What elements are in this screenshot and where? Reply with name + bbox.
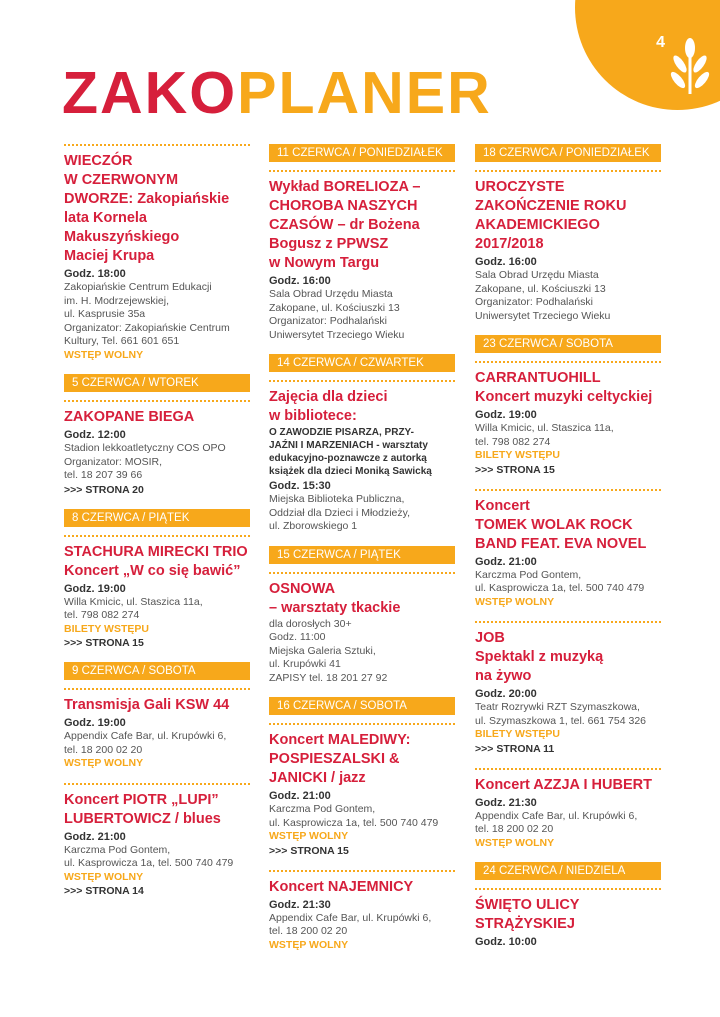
event-title-line: 2017/2018 xyxy=(475,236,544,252)
event-place xyxy=(475,269,661,323)
event-title-line: STACHURA MIRECKI TRIO xyxy=(64,543,248,560)
event-title-line: POSPIESZALSKI & xyxy=(269,751,400,767)
event-ticket: WSTĘP WOLNY xyxy=(64,757,144,769)
event-ticket: BILETY WSTĘPU xyxy=(475,449,560,461)
event-title xyxy=(64,791,250,829)
column-2 xyxy=(269,144,455,964)
event-time: Godz. 19:00 xyxy=(64,582,126,595)
event-place-line: Zakopane, ul. Kościuszki 13 xyxy=(475,282,606,295)
event-item xyxy=(269,731,455,858)
event-item xyxy=(269,178,455,342)
event-time: Godz. 20:00 xyxy=(475,688,537,700)
event-title-line: DWORZE: Zakopiańskie xyxy=(64,191,230,207)
event-place xyxy=(64,844,250,871)
event-place xyxy=(64,281,250,349)
event-place-line: Appendix Cafe Bar, ul. Krupówki 6, xyxy=(64,730,227,742)
event-ticket: WSTĘP WOLNY xyxy=(64,348,144,361)
dotted-divider xyxy=(475,621,661,623)
event-place-line: Miejska Biblioteka Publiczna, xyxy=(269,493,405,505)
event-ticket: BILETY WSTĘPU xyxy=(64,622,149,635)
event-time: Godz. 16:00 xyxy=(269,275,331,287)
event-title xyxy=(64,696,250,715)
dotted-divider xyxy=(475,768,661,770)
date-header: 9 CZERWCA / SOBOTA xyxy=(64,662,250,680)
event-time: Godz. 16:00 xyxy=(475,256,537,268)
event-title xyxy=(269,580,455,618)
event-place-line: ul. Szymaszkowa 1, tel. 661 754 326 xyxy=(475,714,647,727)
event-page-ref: >>> STRONA 14 xyxy=(64,885,144,897)
event-place-line: Sala Obrad Urzędu Miasta xyxy=(269,288,393,300)
event-place-line: ul. Kasprusie 35a xyxy=(64,308,146,320)
event-place-line: Sala Obrad Urzędu Miasta xyxy=(475,269,599,281)
event-ticket: WSTĘP WOLNY xyxy=(269,830,349,842)
event-time: Godz. 19:00 xyxy=(475,409,537,421)
event-place-line: Organizator: Zakopiańskie Centrum xyxy=(64,321,230,334)
event-title-line: JANICKI / jazz xyxy=(269,770,366,786)
date-header: 8 CZERWCA / PIĄTEK xyxy=(64,509,250,527)
event-place-line: Kultury, Tel. 661 601 651 xyxy=(64,335,180,347)
event-item xyxy=(269,388,455,534)
event-title xyxy=(475,497,661,554)
event-time: Godz. 18:00 xyxy=(64,268,126,280)
event-description-line: JAŹNI I MARZENIACH - warsztaty xyxy=(269,440,428,451)
event-place xyxy=(64,596,250,623)
column-1 xyxy=(64,144,250,910)
event-place-line: ul. Kasprowicza 1a, tel. 500 740 479 xyxy=(269,816,439,829)
event-title-line: UROCZYSTE xyxy=(475,179,565,195)
event-place-line: Willa Kmicic, ul. Staszica 11a, xyxy=(64,595,203,608)
event-title-line: ZAKOPANE BIEGA xyxy=(64,409,195,425)
event-title-line: WIECZÓR xyxy=(64,153,133,169)
event-place-line: ul. Kasprowicza 1a, tel. 500 740 479 xyxy=(64,857,234,869)
event-title xyxy=(475,629,661,686)
event-title xyxy=(269,878,455,897)
event-title-line: Koncert xyxy=(475,497,530,514)
event-place xyxy=(269,618,455,686)
event-title xyxy=(475,896,661,934)
event-place-line: Zakopiańskie Centrum Edukacji xyxy=(64,281,212,293)
dotted-divider xyxy=(475,170,661,172)
event-title-line: Koncert PIOTR „LUPI” xyxy=(64,791,219,808)
event-place-line: tel. 18 200 02 20 xyxy=(64,743,143,756)
event-time: Godz. 12:00 xyxy=(64,429,126,441)
event-title xyxy=(475,776,661,795)
event-place-line: tel. 18 200 02 20 xyxy=(269,925,348,937)
event-place-line: Appendix Cafe Bar, ul. Krupówki 6, xyxy=(475,809,638,822)
event-item xyxy=(475,178,661,323)
event-title xyxy=(269,731,455,788)
event-item xyxy=(475,369,661,477)
event-title xyxy=(64,543,250,581)
event-title-line: Wykład BORELIOZA – xyxy=(269,179,421,195)
dotted-divider xyxy=(269,572,455,574)
event-title-line: Koncert MALEDIWY: xyxy=(269,732,411,748)
dotted-divider xyxy=(64,535,250,537)
event-place-line: Uniwersytet Trzeciego Wieku xyxy=(269,328,405,341)
event-title-line: Koncert muzyki celtyckiej xyxy=(475,389,653,405)
logo-planer: PLANER xyxy=(237,60,492,126)
event-title xyxy=(475,178,661,254)
event-ticket: BILETY WSTĘPU xyxy=(475,728,560,740)
event-item xyxy=(64,696,250,771)
dotted-divider xyxy=(475,888,661,890)
page-number: 4 xyxy=(656,34,665,51)
date-header: 18 CZERWCA / PONIEDZIAŁEK xyxy=(475,144,661,162)
event-title xyxy=(269,178,455,273)
event-page-ref: >>> STRONA 15 xyxy=(475,463,555,476)
event-place-line: ZAPISY tel. 18 201 27 92 xyxy=(269,671,388,684)
event-title-line: – warsztaty tkackie xyxy=(269,599,401,616)
event-time: Godz. 21:00 xyxy=(269,790,331,802)
event-title-line: JOB xyxy=(475,630,505,646)
event-description-line: edukacyjno-poznawcze z autorką xyxy=(269,453,427,464)
event-time: Godz. 21:30 xyxy=(475,796,537,809)
event-time: Godz. 19:00 xyxy=(64,717,126,729)
event-title-line: OSNOWA xyxy=(269,580,336,597)
event-place-line: Zakopane, ul. Kościuszki 13 xyxy=(269,301,400,314)
event-place-line: Karczma Pod Gontem, xyxy=(64,843,171,856)
event-title-line: lata Kornela xyxy=(64,210,147,226)
event-title-line: AKADEMICKIEGO xyxy=(475,217,600,233)
event-ticket: WSTĘP WOLNY xyxy=(475,836,555,849)
dotted-divider xyxy=(64,783,250,785)
dotted-divider xyxy=(475,489,661,491)
date-header: 11 CZERWCA / PONIEDZIAŁEK xyxy=(269,144,455,162)
event-place-line: Karczma Pod Gontem, xyxy=(269,803,376,815)
date-header: 5 CZERWCA / WTOREK xyxy=(64,374,250,392)
event-place xyxy=(475,569,661,596)
dotted-divider xyxy=(64,688,250,690)
event-place xyxy=(64,442,250,483)
event-title-line: LUBERTOWICZ / blues xyxy=(64,810,221,827)
event-place xyxy=(269,288,455,342)
event-item xyxy=(475,629,661,756)
event-item xyxy=(64,408,250,497)
event-description-line: O ZAWODZIE PISARZA, PRZY- xyxy=(269,427,415,438)
event-place-line: Godz. 11:00 xyxy=(269,631,326,643)
event-title-line: ŚWIĘTO ULICY xyxy=(475,897,580,913)
event-place-line: ul. Kasprowicza 1a, tel. 500 740 479 xyxy=(475,582,645,594)
event-title-line: Zajęcia dla dzieci xyxy=(269,389,388,405)
event-place-line: Teatr Rozrywki RZT Szymaszkowa, xyxy=(475,701,640,713)
event-title-line: TOMEK WOLAK ROCK xyxy=(475,516,633,533)
event-place-line: Karczma Pod Gontem, xyxy=(475,568,582,581)
event-title-line: CARRANTUOHILL xyxy=(475,370,601,386)
event-place-line: ul. Krupówki 41 xyxy=(269,658,341,670)
event-time: Godz. 10:00 xyxy=(475,936,537,948)
event-item xyxy=(64,543,250,651)
wheat-icon xyxy=(664,36,716,96)
dotted-divider xyxy=(269,870,455,872)
event-time: Godz. 15:30 xyxy=(269,480,331,492)
event-item xyxy=(269,580,455,686)
event-place-line: tel. 18 207 39 66 xyxy=(64,469,143,481)
event-item xyxy=(64,791,250,899)
date-header: 16 CZERWCA / SOBOTA xyxy=(269,697,455,715)
event-title-line: Maciej Krupa xyxy=(64,248,155,264)
event-place-line: Willa Kmicic, ul. Staszica 11a, xyxy=(475,422,614,434)
event-place-line: ul. Zborowskiego 1 xyxy=(269,520,358,532)
event-place-line: Organizator: Podhalański xyxy=(269,315,387,327)
date-header: 24 CZERWCA / NIEDZIELA xyxy=(475,862,661,880)
event-title-line: w Nowym Targu xyxy=(269,255,380,271)
event-page-ref: >>> STRONA 11 xyxy=(475,742,555,755)
event-item xyxy=(269,878,455,953)
event-title-line: W CZERWONYM xyxy=(64,172,179,188)
event-title-line: w bibliotece: xyxy=(269,408,357,424)
dotted-divider xyxy=(269,170,455,172)
zakoplaner-logo xyxy=(62,60,492,126)
event-time: Godz. 21:00 xyxy=(475,555,537,568)
event-place-line: Miejska Galeria Sztuki, xyxy=(269,644,376,657)
event-item xyxy=(475,896,661,949)
event-time: Godz. 21:00 xyxy=(64,830,126,843)
event-place xyxy=(475,810,661,837)
event-item xyxy=(475,497,661,610)
dotted-divider xyxy=(64,144,250,146)
event-place-line: tel. 18 200 02 20 xyxy=(475,823,554,835)
event-title-line: Bogusz z PPWSZ xyxy=(269,236,389,252)
event-place-line: tel. 798 082 274 xyxy=(475,435,551,448)
event-title-line: na żywo xyxy=(475,668,532,684)
event-place-line: Stadion lekkoatletyczny COS OPO xyxy=(64,442,226,454)
event-ticket: WSTĘP WOLNY xyxy=(64,870,144,883)
event-place xyxy=(269,912,455,939)
event-title xyxy=(64,152,250,266)
event-place-line: im. H. Modrzejewskiej, xyxy=(64,294,170,307)
event-title-line: Spektakl z muzyką xyxy=(475,649,604,665)
dotted-divider xyxy=(475,361,661,363)
event-page-ref: >>> STRONA 20 xyxy=(64,483,144,496)
event-title xyxy=(64,408,250,427)
event-place-line: tel. 798 082 274 xyxy=(64,609,140,621)
event-description xyxy=(269,426,455,478)
event-place xyxy=(64,730,250,757)
event-place xyxy=(269,493,455,534)
dotted-divider xyxy=(269,723,455,725)
event-place xyxy=(269,803,455,830)
event-title-line: BAND FEAT. EVA NOVEL xyxy=(475,535,647,552)
column-3 xyxy=(475,144,661,961)
event-place xyxy=(475,701,661,728)
event-title-line: Koncert AZZJA I HUBERT xyxy=(475,776,652,793)
dotted-divider xyxy=(64,400,250,402)
event-ticket: WSTĘP WOLNY xyxy=(269,938,349,951)
date-header: 14 CZERWCA / CZWARTEK xyxy=(269,354,455,372)
dotted-divider xyxy=(269,380,455,382)
event-page-ref: >>> STRONA 15 xyxy=(269,844,349,857)
event-title-line: ZAKOŃCZENIE ROKU xyxy=(475,198,627,214)
event-title-line: Koncert NAJEMNICY xyxy=(269,878,414,895)
event-ticket: WSTĘP WOLNY xyxy=(475,595,555,608)
event-place-line: Uniwersytet Trzeciego Wieku xyxy=(475,309,611,322)
event-page-ref: >>> STRONA 15 xyxy=(64,637,144,649)
event-title xyxy=(269,388,455,426)
event-item xyxy=(64,152,250,362)
event-title xyxy=(475,369,661,407)
event-place-line: Appendix Cafe Bar, ul. Krupówki 6, xyxy=(269,911,432,924)
date-header: 15 CZERWCA / PIĄTEK xyxy=(269,546,455,564)
event-place xyxy=(475,422,661,449)
event-item xyxy=(475,776,661,851)
event-place-line: Oddział dla Dzieci i Młodzieży, xyxy=(269,506,411,519)
date-header: 23 CZERWCA / SOBOTA xyxy=(475,335,661,353)
event-description-line: książek dla dzieci Moniką Sawicką xyxy=(269,466,432,477)
event-time: Godz. 21:30 xyxy=(269,898,331,911)
event-title-line: STRĄŻYSKIEJ xyxy=(475,916,575,932)
event-place-line: Organizator: Podhalański xyxy=(475,296,593,308)
event-title-line: CZASÓW – dr Bożena xyxy=(269,217,420,233)
event-title-line: Makuszyńskiego xyxy=(64,229,180,245)
logo-zako: ZAKO xyxy=(62,60,238,126)
event-place-line: Organizator: MOSIR, xyxy=(64,455,163,468)
event-title-line: Koncert „W co się bawić” xyxy=(64,562,241,579)
event-title-line: Transmisja Gali KSW 44 xyxy=(64,697,230,713)
event-title-line: CHOROBA NASZYCH xyxy=(269,198,418,214)
event-place-line: dla dorosłych 30+ xyxy=(269,617,352,630)
